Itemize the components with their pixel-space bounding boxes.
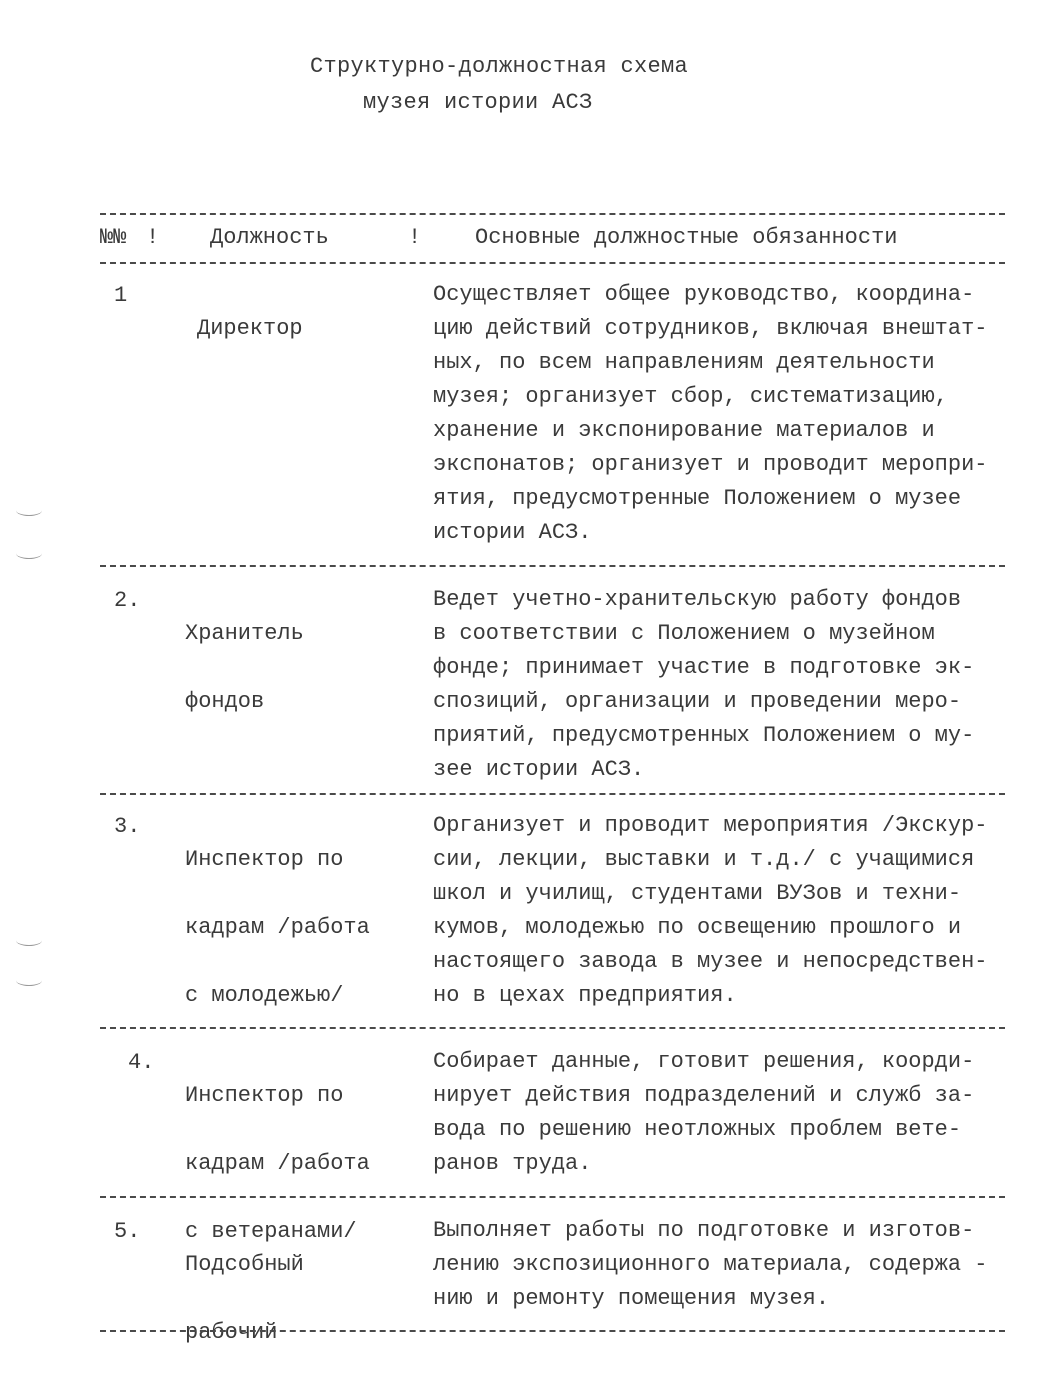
row-position [185,809,415,1047]
duties-line: музея; организует сбор, систематизацию, [433,384,948,409]
binder-hole-mark [16,975,42,986]
position-line: с молодежью/ [185,983,344,1008]
row-rule [100,565,1005,567]
duties-line: лению экспозиционного материала, содержа - [433,1252,988,1277]
duties-line: приятий, предусмотренных Положением о му- [433,723,975,748]
row-duties [433,809,1023,1013]
duties-line: Выполняет работы по подготовке и изготов- [433,1218,975,1243]
duties-line: вода по решению неотложных проблем вете- [433,1117,962,1142]
binder-hole-mark [16,935,42,946]
row-duties [433,278,1023,550]
duties-line: хранение и экспонирование материалов и [433,418,935,443]
row-position [185,583,415,753]
row-number: 4. [128,1050,155,1075]
header-bottom-rule [100,262,1005,264]
duties-line: истории АСЗ. [433,520,592,545]
row-position [197,278,427,346]
binder-hole-mark [16,505,42,516]
row-rule [100,1196,1005,1198]
title-line-2: музея истории АСЗ [363,90,593,115]
header-duties: Основные должностные обязанности [475,225,898,250]
duties-line: спозиций, организации и проведении меро- [433,689,962,714]
duties-line: фонде; принимает участие в подготовке эк- [433,655,975,680]
header-number: №№ [100,225,127,250]
position-line: кадрам /работа [185,915,370,940]
position-line: кадрам /работа [185,1151,370,1176]
duties-line: в соответствии с Положением о музейном [433,621,935,646]
duties-line: экспонатов; организует и проводит меропри- [433,452,988,477]
row-rule [100,793,1005,795]
position-line: фондов [185,689,265,714]
position-line: Инспектор по [185,1083,344,1108]
row-duties [433,1214,1023,1316]
duties-line: кумов, молодежью по освещению прошлого и [433,915,962,940]
header-separator: ! [408,225,422,250]
row-number: 2. [114,588,141,613]
row-position [185,1214,415,1384]
duties-line: Собирает данные, готовит решения, коорди- [433,1049,975,1074]
position-line: Инспектор по [185,847,344,872]
duties-line: нию и ремонту помещения музея. [433,1286,830,1311]
duties-line: ных, по всем направлениям деятельности [433,350,935,375]
duties-line: настоящего завода в музее и непосредствен- [433,949,988,974]
title-line-1: Структурно-должностная схема [310,54,689,79]
duties-line: цию действий сотрудников, включая внештат- [433,316,988,341]
duties-line: ранов труда. [433,1151,592,1176]
duties-line: ятия, предусмотренные Положением о музее [433,486,962,511]
duties-line: Осуществляет общее руководство, координа- [433,282,975,307]
duties-line: Организует и проводит мероприятия /Экскур- [433,813,988,838]
position-line: с ветеранами/ [185,1219,357,1244]
position-line: Хранитель [185,621,304,646]
duties-line: зее истории АСЗ. [433,757,645,782]
duties-line: нирует действия подразделений и служб за- [433,1083,975,1108]
header-top-rule [100,213,1005,215]
row-number: 3. [114,814,141,839]
row-number: 5. [114,1219,141,1244]
row-duties [433,583,1023,787]
header-position: Должность [210,225,329,250]
position-line: рабочий [185,1320,278,1345]
row-rule [100,1027,1005,1029]
position-line: Подсобный [185,1252,304,1277]
row-rule [100,1330,1005,1332]
duties-line: сии, лекции, выставки и т.д./ с учащимися [433,847,975,872]
duties-line: но в цехах предприятия. [433,983,737,1008]
duties-line: Ведет учетно-хранительскую работу фондов [433,587,962,612]
duties-line: школ и училищ, студентами ВУЗов и техни- [433,881,962,906]
header-separator: ! [146,225,160,250]
position-line: Директор [197,316,303,341]
row-number: 1 [114,283,128,308]
row-duties [433,1045,1023,1181]
binder-hole-mark [16,548,42,559]
